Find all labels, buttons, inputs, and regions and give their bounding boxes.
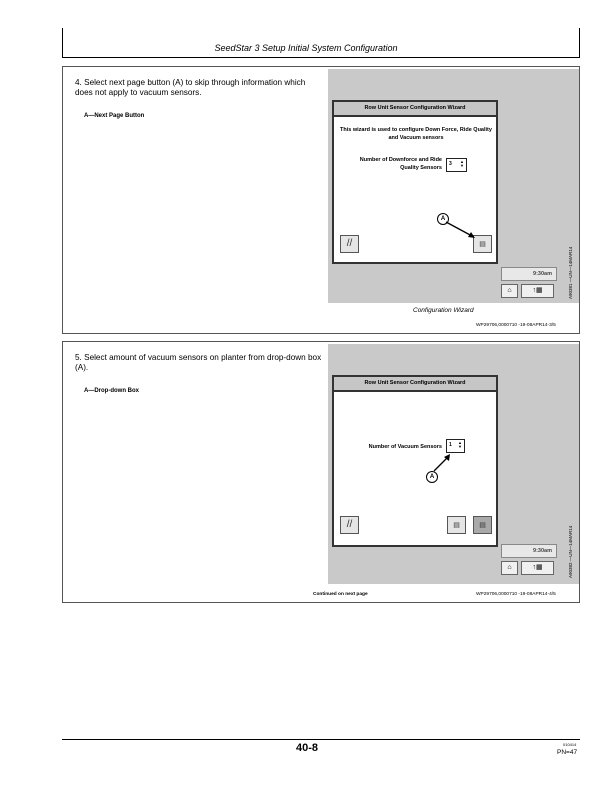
footer-code: 010414 (563, 742, 577, 747)
section-step-4 (62, 66, 580, 334)
menu-icon: ↑▦ (532, 287, 543, 294)
cancel-wizard-button[interactable]: // (340, 516, 359, 534)
step-5-legend: A—Drop-down Box (84, 388, 139, 394)
clock-display: 9:30am (501, 544, 557, 558)
vacuum-sensors-label: Number of Vacuum Sensors (368, 444, 442, 450)
home-icon: ⌂ (507, 287, 512, 294)
footer-rule (62, 739, 580, 740)
page-number: 40-8 (296, 742, 319, 754)
continued-note: Continued on next page (313, 592, 368, 597)
home-button[interactable] (501, 284, 518, 298)
dropdown-value: 1 (449, 442, 452, 448)
downforce-sensors-label: Number of Downforce and Ride Quality Sensors (359, 157, 442, 171)
page-header-title: SeedStar 3 Setup Initial System Configuration (214, 43, 398, 53)
next-page-icon: ▤ (479, 522, 486, 529)
figure-caption: Configuration Wizard (413, 307, 474, 314)
callout-a: A (426, 471, 438, 483)
clock-display: 9:30am (501, 267, 557, 281)
previous-page-button[interactable] (447, 516, 466, 534)
step-4-text: 4. Select next page button (A) to skip through information which does not apply to vacuum sensors. (75, 78, 306, 97)
dropdown-arrows-icon: ▲ ▼ (458, 440, 462, 449)
next-page-icon: ▤ (479, 241, 486, 248)
wizard-title: Row Unit Sensor Configuration Wizard (334, 377, 496, 392)
reference-code: WP29706,0000710 -19-08APR14-4/5 (476, 592, 556, 597)
downforce-sensors-dropdown[interactable] (446, 158, 467, 172)
dropdown-value: 3 (449, 161, 452, 167)
part-number: PN=47 (557, 749, 578, 756)
screenshot-configuration-wizard (328, 69, 579, 303)
menu-button[interactable] (521, 284, 554, 298)
callout-a: A (437, 213, 449, 225)
screenshot-vacuum-sensors (328, 344, 579, 584)
figure-code: A90382 —UN—14MAR14 (568, 525, 573, 578)
dropdown-arrows-icon: ▲ ▼ (460, 159, 464, 168)
menu-button[interactable] (521, 561, 554, 575)
menu-icon: ↑▦ (532, 564, 543, 571)
section-step-5 (62, 341, 580, 603)
cancel-wizard-button[interactable]: // (340, 235, 359, 253)
header-bottom-rule (62, 57, 580, 58)
reference-code: WP29706,0000710 -19-08APR14-3/5 (476, 323, 556, 328)
step-5-text: 5. Select amount of vacuum sensors on planter from drop-down box (A). (75, 353, 322, 372)
wizard-title: Row Unit Sensor Configuration Wizard (334, 102, 496, 117)
previous-page-icon: ▤ (453, 522, 460, 529)
wizard-description: This wizard is used to configure Down Force, Ride Quality and Vacuum sensors (340, 127, 492, 141)
figure-code: A90381 —UN—14MAR14 (568, 246, 573, 299)
step-4-legend: A—Next Page Button (84, 113, 145, 119)
wizard-dialog (332, 375, 498, 547)
next-page-button[interactable] (473, 516, 492, 534)
home-icon: ⌂ (507, 564, 512, 571)
callout-arrow (444, 220, 478, 242)
wizard-dialog (332, 100, 498, 264)
home-button[interactable] (501, 561, 518, 575)
